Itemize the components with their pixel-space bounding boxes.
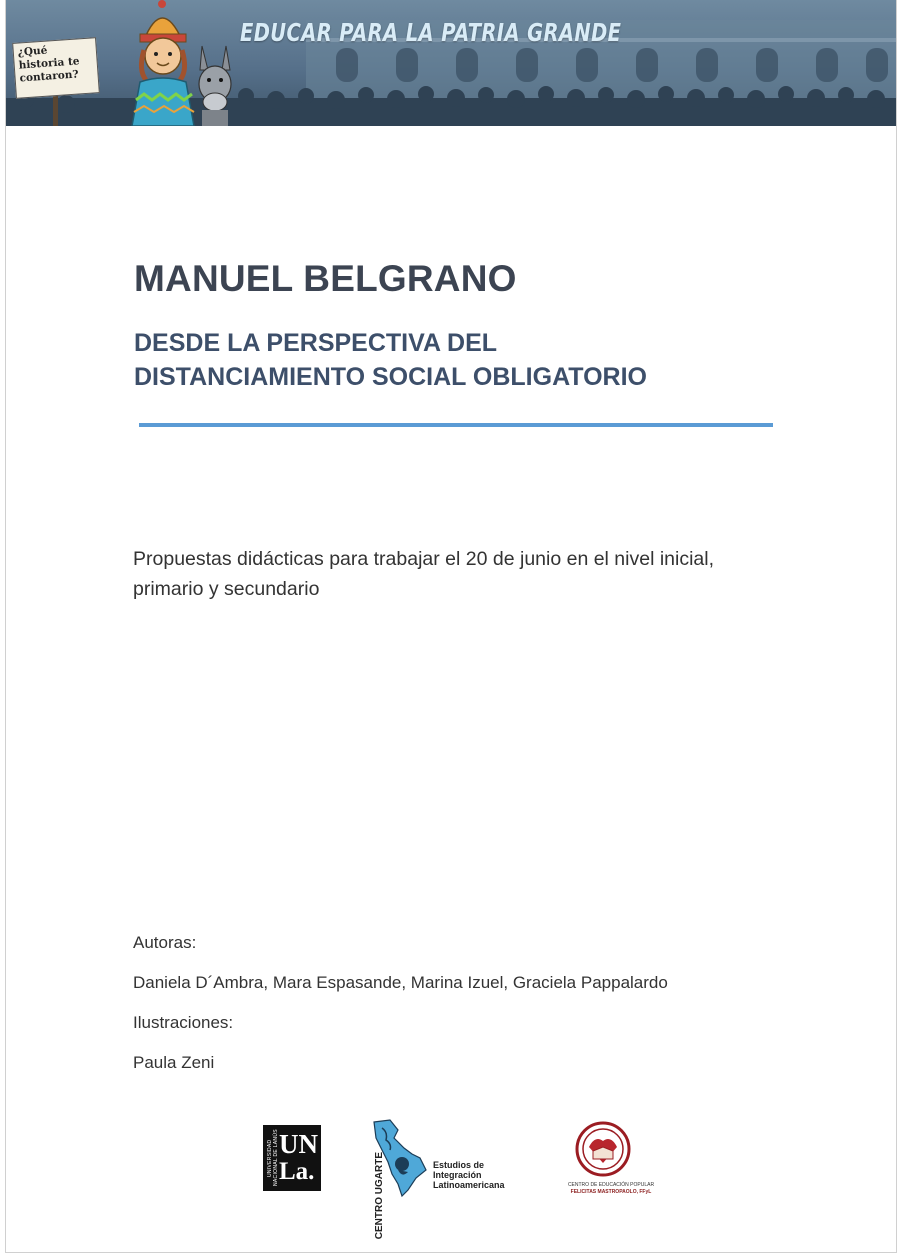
illustrations-label: Ilustraciones: <box>133 1013 234 1032</box>
title-underline <box>139 423 773 427</box>
cep-text-line: CENTRO DE EDUCACIÓN POPULAR <box>567 1182 655 1188</box>
unla-logo-top: UN <box>279 1129 318 1159</box>
unla-logo <box>263 1125 321 1191</box>
donkey-illustration <box>192 44 238 126</box>
ugarte-text-line: Integración <box>433 1170 482 1180</box>
document-title: MANUEL BELGRANO <box>134 258 517 299</box>
banner-title: EDUCAR PARA LA PATRIA GRANDE <box>240 18 622 47</box>
child-illustration <box>124 0 200 126</box>
document-subtitle <box>134 326 834 394</box>
ugarte-vertical-text: CENTRO UGARTE <box>374 1152 385 1240</box>
sign-post <box>53 94 58 126</box>
sign-line: ¿Qué <box>17 44 48 59</box>
ugarte-text-line: Latinoamericana <box>433 1180 505 1190</box>
credits-block <box>133 928 668 1088</box>
sign-line: contaron? <box>19 68 79 85</box>
subtitle-line: DESDE LA PERSPECTIVA DEL <box>134 329 498 357</box>
ugarte-logo-text <box>433 1160 513 1190</box>
cep-text-line: FELICITAS MASTROPAOLO, FFyL <box>570 1189 652 1195</box>
cep-logo-emblem <box>575 1121 631 1179</box>
ugarte-text-line: Estudios de <box>433 1160 485 1170</box>
unla-vertical-text: UNIVERSIDAD NACIONAL DE LANÚS <box>267 1129 279 1187</box>
authors-label: Autoras: <box>133 933 197 952</box>
illustrator-name: Paula Zeni <box>133 1053 215 1072</box>
authors-names: Daniela D´Ambra, Mara Espasande, Marina Izuel, Graciela Pappalardo <box>133 973 668 992</box>
header-banner <box>6 0 896 126</box>
document-page <box>5 0 897 1253</box>
document-description: Propuestas didácticas para trabajar el 20 de junio en el nivel inicial, primario y secundario <box>133 548 715 600</box>
question-sign <box>12 37 100 99</box>
subtitle-line: DISTANCIAMIENTO SOCIAL OBLIGATORIO <box>134 363 647 391</box>
unla-logo-bottom: La. <box>279 1158 315 1185</box>
sign-line: historia te <box>18 55 80 72</box>
cep-logo-text <box>555 1182 667 1196</box>
